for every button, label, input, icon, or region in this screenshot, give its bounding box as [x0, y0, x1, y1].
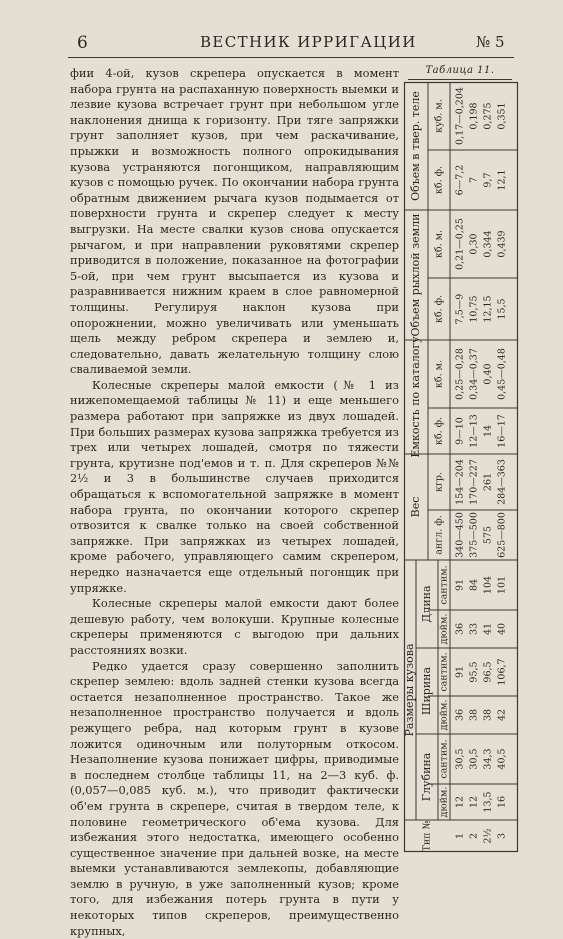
unit-header: кгр. — [433, 471, 445, 493]
unit-header: сантим. — [438, 565, 450, 605]
table-cell: 9—10 — [454, 417, 466, 445]
table-cell: 2 — [468, 832, 480, 840]
table-cell: 30,5 — [454, 748, 466, 770]
article-text — [70, 66, 399, 938]
table-cell: 91 — [454, 578, 466, 592]
paragraph: Колесные скреперы малой емкости дают более дешевую работу, чем волокуши. Крупные колесные скреперы применяются с выгодою при дальних расстояниях возки. — [70, 596, 399, 657]
unit-header: кб. м. — [433, 359, 445, 389]
table-cell: 0,275 — [482, 102, 494, 130]
table-cell: 375—500 — [468, 512, 480, 558]
unit-header: дюйм. — [438, 699, 450, 731]
table-cell: 30,5 — [468, 748, 480, 770]
header-width: Ширина — [420, 666, 433, 716]
table-cell: 0,344 — [482, 230, 494, 258]
header-weight: Вес — [409, 496, 422, 518]
table-cell: 14 — [482, 424, 494, 438]
table-cell: 170—227 — [468, 459, 480, 505]
unit-header: англ. ф. — [433, 515, 445, 555]
table-cell: 0,45—0,48 — [496, 348, 508, 400]
table-cell: 0,21—0,25 — [454, 218, 466, 270]
table-cell: 36 — [454, 708, 466, 722]
unit-header: кб. ф. — [433, 165, 445, 195]
table-cell: 40 — [496, 622, 508, 636]
table-cell: 7 — [468, 176, 480, 184]
table-cell: 0,40 — [482, 363, 494, 385]
journal-title: ВЕСТНИК ИРРИГАЦИИ — [200, 33, 417, 51]
unit-header: дюйм. — [438, 613, 450, 645]
table-cell: 6—7,2 — [454, 164, 466, 196]
table-cell: 101 — [496, 575, 508, 595]
table-cell: 41 — [482, 622, 494, 636]
table-cell: 36 — [454, 622, 466, 636]
table-cell: 284—363 — [496, 459, 508, 505]
table-cell: 0,34—0,37 — [468, 348, 480, 400]
table-cell: 95,5 — [468, 661, 480, 683]
header-type: Тип № — [421, 820, 433, 852]
unit-header: кб. ф. — [433, 416, 445, 446]
table-cell: 9,7 — [482, 172, 494, 188]
table-11-rotated — [404, 82, 518, 852]
table-cell: 7,5—9 — [454, 293, 466, 325]
table-cell: 84 — [468, 578, 480, 592]
header-depth: Глубина — [420, 752, 433, 802]
table-cell: 16 — [496, 795, 508, 809]
table-cell: 0,17—0,204 — [454, 87, 466, 145]
table-cell: 12,1 — [496, 169, 508, 191]
table-cell: 40,5 — [496, 748, 508, 770]
unit-header: сантим. — [438, 652, 450, 692]
table-cell: 12 — [468, 795, 480, 809]
table-cell: 10,75 — [468, 295, 480, 323]
header-dimensions: Размеры кузова — [403, 643, 416, 737]
paragraph: Колесные скреперы малой емкости (№ 1 из нижепомещаемой таблицы № 11) и еще меньшего размера работают при запряжке из двух лошадей. При больших размерах кузова запряжка требуется из трех или четырех лошадей, смотря по тяжести грунта, крутизне под'емов и т. п. Для скреперов №№ 2½ и 3 в большинстве случаев приходится обращаться к вспомогательной запряжке в момент набора грунта, по окончании которого скрепер отвозится к свалке только на своей собственной запряжке. При запряжках из четырех лошадей, кроме рабочего, управляющего самим скрепером, нередко назначается еще отдельный погонщик при упряжке. — [70, 377, 399, 595]
page-number: 6 — [77, 33, 88, 53]
unit-header: дюйм. — [438, 786, 450, 818]
table-cell: 12—13 — [468, 414, 480, 448]
table-cell: 340—450 — [454, 512, 466, 558]
table-cell: 34,3 — [482, 748, 494, 770]
table-cell: 12,15 — [482, 295, 494, 323]
header-length: Длина — [420, 585, 433, 623]
table-cell: 0,439 — [496, 230, 508, 258]
running-header — [0, 0, 563, 58]
table-cell: 42 — [496, 708, 508, 722]
header-solid-volume: Объем в твер. теле — [409, 91, 422, 201]
table-cell: 625—800 — [496, 512, 508, 558]
unit-header: куб. м. — [433, 99, 445, 133]
table-cell: 575 — [482, 525, 494, 545]
header-rule — [68, 57, 514, 58]
table-11 — [404, 82, 518, 852]
table-caption: Таблица 11. — [425, 65, 495, 76]
table-cell: 15,5 — [496, 298, 508, 320]
table-cell: 3 — [496, 832, 508, 840]
header-capacity: Емкость по каталогу — [409, 336, 422, 458]
table-cell: 38 — [482, 708, 494, 722]
table-cell: 261 — [482, 472, 494, 492]
table-cell: 13,5 — [482, 791, 494, 813]
table-cell: 33 — [468, 622, 480, 636]
table-cell: 96,5 — [482, 661, 494, 683]
table-cell: 38 — [468, 708, 480, 722]
caption-rule — [408, 79, 512, 80]
table-cell: 104 — [482, 575, 494, 595]
unit-header: сантим. — [438, 739, 450, 779]
unit-header: кб. м. — [433, 229, 445, 259]
table-cell: 154—204 — [454, 459, 466, 505]
table-cell: 0,198 — [468, 102, 480, 130]
table-cell: 0,30 — [468, 233, 480, 255]
table-cell: 2½ — [482, 828, 494, 844]
unit-header: кб. ф. — [433, 294, 445, 324]
table-cell: 16—17 — [496, 414, 508, 448]
header-loose-volume: Объем рыхлой земли — [409, 213, 422, 337]
table-cell: 106,7 — [496, 658, 508, 686]
table-cell: 12 — [454, 795, 466, 809]
table-cell: 0,25—0,28 — [454, 348, 466, 400]
table-cell: 1 — [454, 832, 466, 840]
table-cell: 0,351 — [496, 102, 508, 130]
table-cell: 91 — [454, 665, 466, 679]
paragraph: Редко удается сразу совершенно заполнить скрепер землею: вдоль задней стенки кузова всегда остается незаполненное пространство. Такое же незаполненное пространство получается и вдоль режущего ребра, над которым грунт в кузове ложится одиночным или полуторным откосом. Незаполнение кузова понижает цифры, приводимые в последнем столбце таблицы 11, на 2—3 куб. ф. (0,057—0,085 куб. м.), что приводит фактически об'ем грунта в скрепере, считая в твердом теле, к половине геометрического об'ема кузова. Для избежания этого недостатка, имеющего особенно существенное значение при дальней возке, на месте выемки устанавливаются землекопы, добавляющие землю в ручную, в уже заполненный кузов; кроме того, для избежания потерь грунта в пути у некоторых типов скреперов, преимущественно крупных, — [70, 658, 399, 938]
paragraph: фии 4-ой, кузов скрепера опускается в момент набора грунта на распаханную поверхность выемки и лезвие кузова встречает грунт при небольшом угле наклонения днища к горизонту. При тяге запряжки грунт заполняет кузов, при чем раскачивание, прыжки и возможность полного опрокидывания кузова устраняются погонщиком, направляющим кузов с помощью ручек. По окончании набора грунта обратным движением рычага кузов подымается от поверхности грунта и скрепер следует к месту выгрузки. На месте свалки кузов снова опускается рычагом, и при направлении руковятями скрепер приводится в положение, показанное на фотографии 5-ой, при чем грунт высыпается из кузова и разравнивается нижним краем в слое равномерной толщины. Регулируя наклон кузова при опорожнении, можно увеличивать или уменьшать щель между ребром скрепера и землею и, следовательно, давать желательную толщину слою сваливаемой земли. — [70, 66, 399, 377]
issue-number: № 5 — [476, 33, 505, 51]
